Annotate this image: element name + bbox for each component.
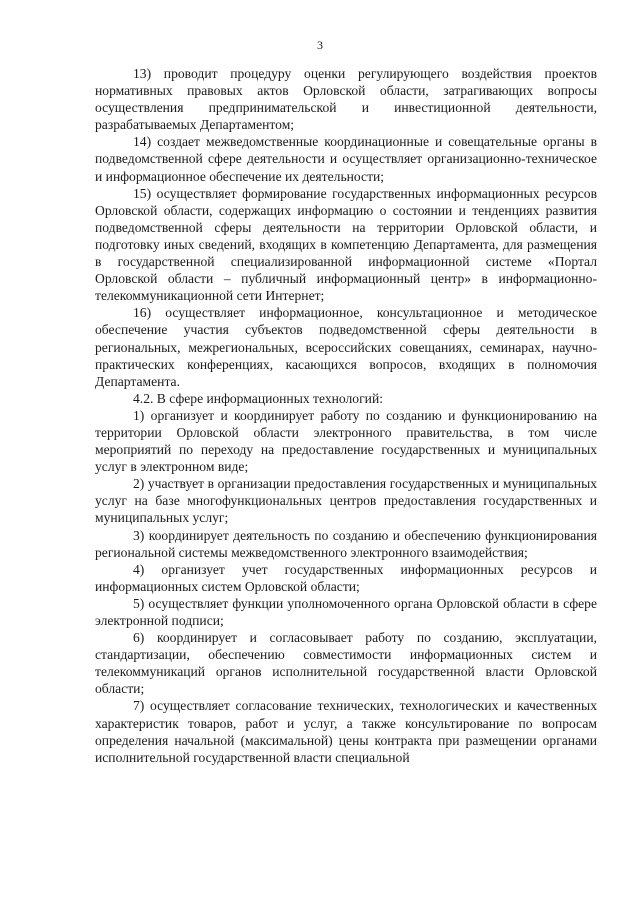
section-heading-4-2: 4.2. В сфере информационных технологий:: [133, 390, 384, 406]
paragraph-4-2-3: 3) координирует деятельность по созданию и обеспечению функционирования региональной системы межведомственного электронного взаимодействия;: [95, 527, 597, 560]
paragraph-4-2-4: 4) организует учет государственных информационных ресурсов и информационных систем Орловской области;: [95, 561, 597, 594]
paragraph-4-2-5: 5) осуществляет функции уполномоченного органа Орловской области в сфере электронной подписи;: [95, 595, 597, 628]
document-body: [95, 65, 597, 766]
paragraph-4-2-6: 6) координирует и согласовывает работу по созданию, эксплуатации, стандартизации, обеспечению совместимости информационных систем и телекоммуникаций органов исполнительной государственной власти Орловской области;: [95, 630, 597, 697]
paragraph-14: 14) создает межведомственные координационные и совещательные органы в подведомственной сфере деятельности и осуществляет организационно-техническое и информационное обеспечение их деятельности;: [95, 134, 597, 184]
paragraph-16: 16) осуществляет информационное, консультационное и методическое обеспечение участия субъектов подведомственной сферы деятельности в региональных, межрегиональных, всероссийских совещаниях, семинарах, научно-практических конференциях, касающихся вопросов, входящих в полномочия Департамента.: [95, 305, 597, 389]
paragraph-4-2-7: 7) осуществляет согласование технических, технологических и качественных характеристик товаров, работ и услуг, а также консультирование по вопросам определения начальной (максимальной) цены контракта при размещении органами исполнительной государственной власти специальной: [95, 698, 597, 765]
paragraph-4-2-1: 1) организует и координирует работу по созданию и функционированию на территории Орловской области электронного правительства, в том числе мероприятий по переходу на предоставление государственных и муниципальных услуг в электронном виде;: [95, 407, 597, 475]
page-number: 3: [317, 38, 323, 52]
paragraph-15: 15) осуществляет формирование государственных информационных ресурсов Орловской области, содержащих информацию о состоянии и тенденциях развития подведомственной сферы деятельности на территории Орловской области, и подготовку иных сведений, входящих в компетенцию Департамента, для размещения в государственной специализированной информационной системе «Портал Орловской области – публичный информационный центр» в информационно-телекоммуникационной сети Интернет;: [95, 185, 597, 304]
paragraph-13: 13) проводит процедуру оценки регулирующего воздействия проектов нормативных правовых актов Орловской области, затрагивающих вопросы осуществления предпринимательской и инвестиционной деятельности, разрабатываемых Департаментом;: [95, 66, 597, 133]
paragraph-4-2-2: 2) участвует в организации предоставления государственных и муниципальных услуг на базе многофункциональных центров предоставления государственных и муниципальных услуг;: [95, 476, 597, 526]
